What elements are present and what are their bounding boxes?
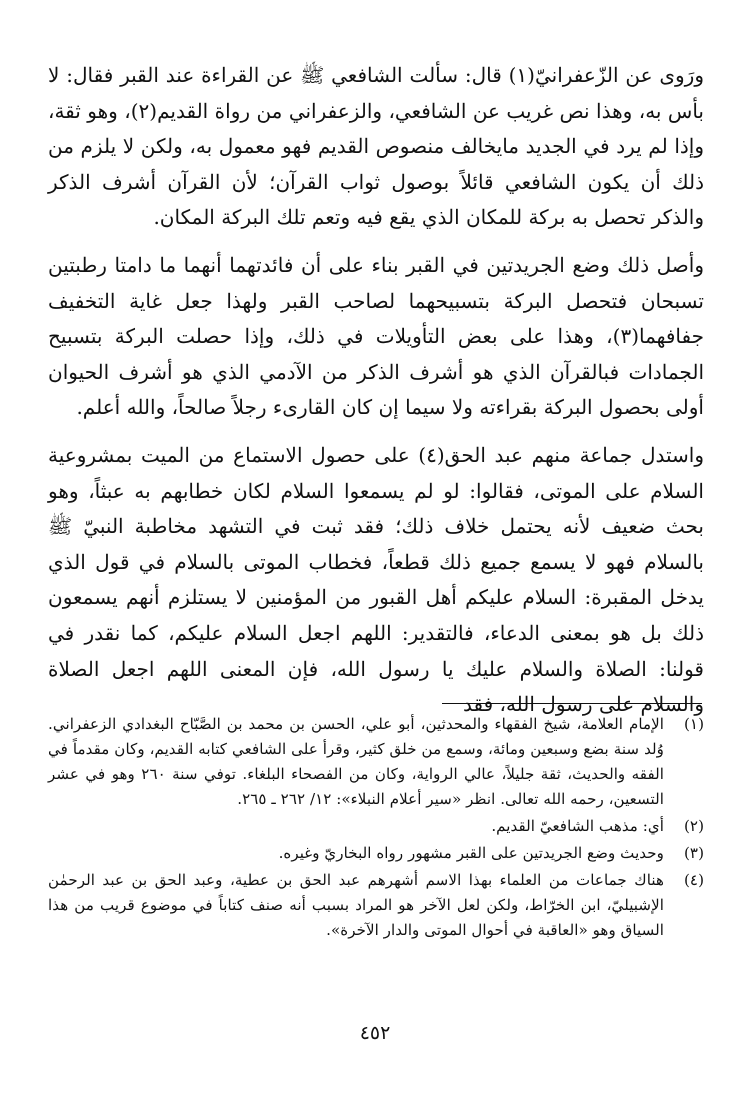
footnote-2 xyxy=(48,814,704,839)
footnote-text: الإمام العلامة، شيخ الفقهاء والمحدثين، أبو علي، الحسن بن محمد بن الصَّبّاح البغدادي الزعفراني. وُلد سنة بضع وسبعين ومائة، وسمع من خلق كثير، وقرأ على الشافعي كتابه القديم، وكان مقدماً في الفقه والحديث، ثقة جليلاً، عالي الرواية، وكان من الفصحاء البلغاء. توفي سنة ٢٦٠ وهو في عشر التسعين، رحمه الله تعالى. انظر «سير أعلام النبلاء»: ١٢/ ٢٦٢ ـ ٢٦٥. xyxy=(48,715,664,808)
footnote-number: (٢) xyxy=(683,817,704,835)
paragraph-3: واستدل جماعة منهم عبد الحق(٤) على حصول الاستماع من الميت بمشروعية السلام على الموتى، فقالوا: لو لم يسمعوا السلام لكان خطابهم به عبثاً، وهو بحث ضعيف لأنه يحتمل خلاف ذلك؛ فقد ثبت في التشهد مخاطبة النبيّ ﷺ بالسلام فهو لا يسمع جميع ذلك قطعاً، فخطاب الموتى بالسلام في قول الذي يدخل المقبرة: السلام عليكم أهل القبور من المؤمنين لا يستلزم أنهم يسمعون ذلك بل هو بمعنى الدعاء، فالتقدير: اللهم اجعل السلام عليكم، كما نقدر في قولنا: الصلاة والسلام عليك يا رسول الله، فإن المعنى اللهم اجعل الصلاة والسلام على رسول الله، فقد xyxy=(48,442,704,717)
footnote-number: (٤) xyxy=(683,871,704,889)
footnote-separator xyxy=(442,703,702,704)
footnote-3 xyxy=(48,841,704,866)
footnote-text: أي: مذهب الشافعيّ القديم. xyxy=(491,817,664,835)
footnote-4 xyxy=(48,868,704,943)
footnote-text: وحديث وضع الجريدتين على القبر مشهور رواه البخاريّ وغيره. xyxy=(278,844,664,862)
footnote-1 xyxy=(48,712,704,812)
footnote-text: هناك جماعات من العلماء بهذا الاسم أشهرهم عبد الحق بن عطية، وعبد الحق بن عبد الرحمٰن الإشبيليّ، ابن الخرّاط، ولكن لعل الآخر هو المراد بسبب أنه صنف كتاباً في موضوع قريب من هذا السياق وهو «العاقبة في أحوال الموتى والدار الآخرة». xyxy=(48,871,664,939)
footnote-number: (١) xyxy=(683,715,704,733)
paragraph-1: ورَوى عن الزّعفرانيّ(١) قال: سألت الشافعي ﷺ عن القراءة عند القبر فقال: لا بأس به، وهذا نص غريب عن الشافعي، والزعفراني من رواة القديم(٢)، وهو ثقة، وإذا لم يرد في الجديد مايخالف منصوص القديم فهو معمول به، ولكن لا يلزم من ذلك أن يكون الشافعي قائلاً بوصول ثواب القرآن؛ لأن القرآن أشرف الذكر والذكر تحصل به بركة للمكان الذي يقع فيه وتعم تلك البركة المكان. xyxy=(48,63,705,230)
main-text xyxy=(48,58,704,723)
page-number: ٤٥٢ xyxy=(359,1022,391,1044)
footnotes xyxy=(48,712,704,945)
footnote-number: (٣) xyxy=(683,844,704,862)
paragraph-2: وأصل ذلك وضع الجريدتين في القبر بناء على أن فائدتهما أنهما ما دامتا رطبتين تسبحان فتحصل البركة بتسبيحهما لصاحب القبر ولهذا جعل غاية التخفيف جفافهما(٣)، وهذا على بعض التأويلات في ذلك، وإذا حصلت البركة بتسبيح الجمادات فبالقرآن الذي هو أشرف الذكر من الآدمي الذي هو أشرف الحيوان أولى بحصول البركة بقراءته ولا سيما إن كان القارىء رجلاً صالحاً، والله أعلم. xyxy=(48,252,704,420)
